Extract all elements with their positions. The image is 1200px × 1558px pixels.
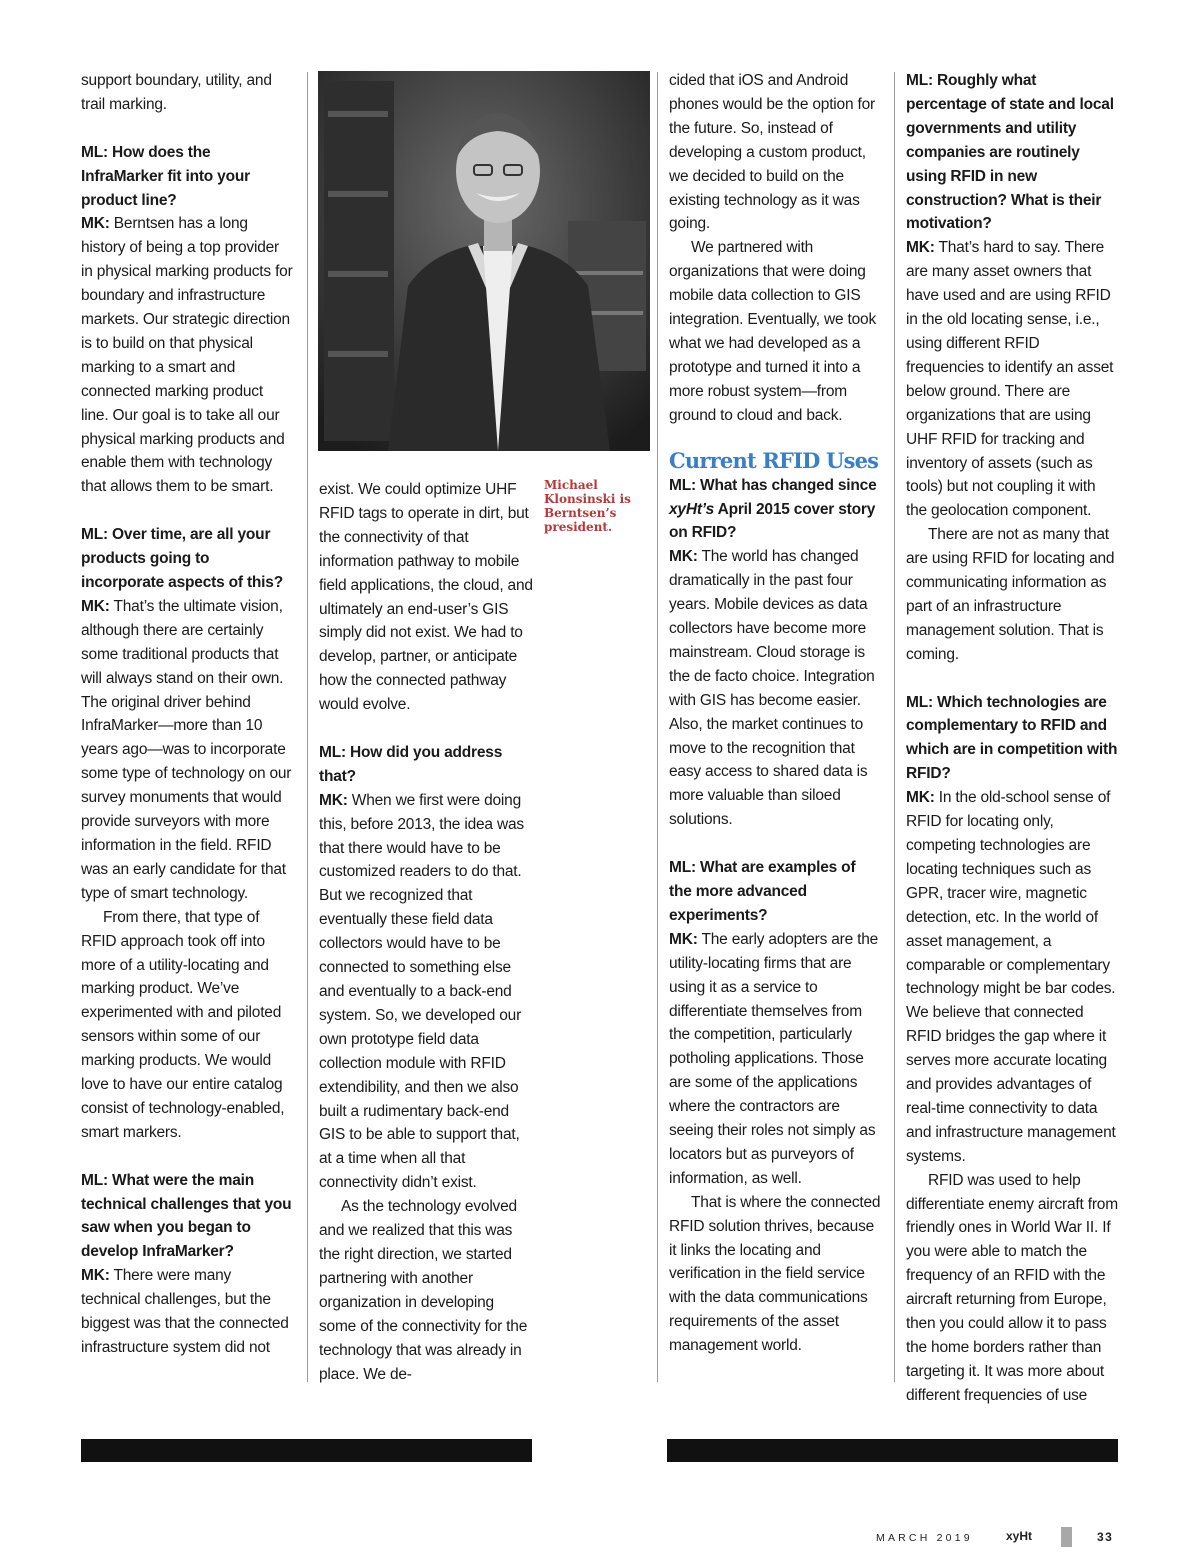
paragraph: exist. We could optimize UHF RFID tags to operate in dirt, but the connectivity of that information pathway to mobile field applications, the cloud, and ultimately an end-user’s GIS simply did not exist. We had to develop, partner, or anticipate how the connected pathway would evolve. (319, 481, 533, 714)
column-divider (307, 72, 308, 1382)
speaker-label: MK: (319, 791, 348, 809)
section-heading: Current RFID Uses (669, 447, 879, 473)
paragraph: There are not as many that are using RFID for locating and communicating information as part of an infrastructure management solution. That is coming. (906, 526, 1115, 663)
article-column-4 (906, 69, 1120, 1408)
interview-answer (906, 236, 1120, 523)
answer-text: That’s hard to say. There are many asset owners that have used and are using RFID in the old locating sense, i.e., using different RFID frequencies to identify an asset below ground. There are organizations that are using UHF RFID for tracking and inventory of assets (such as tools) but not coupling it with the geolocation component. (906, 239, 1114, 520)
speaker-label: MK: (906, 239, 935, 257)
footer-separator-block (1061, 1527, 1072, 1547)
interview-answer (81, 212, 293, 499)
article-column-3 (669, 69, 881, 1358)
speaker-label: MK: (669, 930, 698, 948)
interview-answer (906, 786, 1120, 1169)
answer-text: In the old-school sense of RFID for locating only, competing technologies are locating techniques such as GPR, tracer wire, magnetic detection, etc. In the world of asset management, a comparable or complementary technology might be bar codes. We believe that connected RFID bridges the gap where it serves more accurate locating and provides advantages of real-time connectivity to data and infrastructure management systems. (906, 789, 1116, 1165)
publication-name: xyHt (1006, 1529, 1033, 1543)
answer-text: The early adopters are the utility-locating firms that are using it as a service to differentiate themselves from the competition, particularly potholing applications. Those are some of the applications where the contractors are seeing their roles not simply as locators but as purveyors of information, as well. (669, 930, 879, 1187)
interview-answer (319, 789, 534, 1195)
speaker-label: MK: (81, 1267, 110, 1285)
footer-bar-left (81, 1439, 532, 1462)
interview-question: ML: Over time, are all your products going to incorporate aspects of this? (81, 526, 283, 591)
interview-question: ML: Roughly what percentage of state and local governments and utility companies are routinely using RFID in new construction? What is their motivation? (906, 72, 1114, 233)
footer-bar-right (667, 1439, 1118, 1462)
interview-answer (669, 545, 881, 832)
paragraph: RFID was used to help differentiate enemy aircraft from friendly ones in World War II. If you were able to match the frequency of an RFID with the aircraft returning from Europe, then you could allow it to pass the home borders rather than targeting it. It was more about different frequencies of use (906, 1171, 1118, 1404)
answer-text: There were many technical challenges, but the biggest was that the connected infrastructure system did not (81, 1267, 289, 1356)
answer-text: That’s the ultimate vision, although there are certainly some traditional products that will always stand on their own. The original driver behind InfraMarker—more than 10 years ago—was to incorporate some type of technology on our survey monuments that would provide surveyors with more information in the field. RFID was an early candidate for that type of smart technology. (81, 597, 292, 902)
speaker-label: MK: (669, 548, 698, 566)
speaker-label: MK: (81, 597, 110, 615)
portrait-image (318, 71, 650, 451)
question-text: ML: What has changed since (669, 476, 877, 494)
interview-answer (669, 928, 881, 1191)
column-divider (657, 72, 658, 1382)
portrait-photo (318, 71, 650, 451)
interview-answer (81, 1264, 293, 1360)
interview-question: ML: What were the main technical challenges that you saw when you began to develop InfraMarker? (81, 1171, 292, 1261)
paragraph: cided that iOS and Android phones would be the option for the future. So, instead of developing a custom product, we decided to build on the existing technology as it was going. (669, 72, 875, 233)
paragraph: support boundary, utility, and trail marking. (81, 72, 272, 113)
answer-text: The world has changed dramatically in the past four years. Mobile devices as data collectors have become more mainstream. Cloud storage is the de facto choice. Integration with GIS has become easier. Also, the market continues to move to the recognition that easy access to shared data is more valuable than siloed solutions. (669, 548, 875, 829)
interview-answer (81, 595, 293, 906)
paragraph: As the technology evolved and we realized that this was the right direction, we started partnering with another organization in developing some of the connectivity for the technology that was already in place. We de- (319, 1198, 528, 1383)
speaker-label: MK: (906, 789, 935, 807)
interview-question: ML: How does the InfraMarker fit into your product line? (81, 143, 250, 209)
interview-question: ML: How did you address that? (319, 743, 503, 785)
interview-question: ML: What are examples of the more advanced experiments? (669, 859, 856, 924)
paragraph: We partnered with organizations that were doing mobile data collection to GIS integration. Eventually, we took what we had developed as a prototype and turned it into a more robust system—from ground to cloud and back. (669, 239, 876, 424)
page-number: 33 (1097, 1530, 1114, 1544)
publication-name: xyHt’s (669, 500, 715, 518)
paragraph: That is where the connected RFID solution thrives, because it links the locating and verification in the field service with the data communications requirements of the asset management world. (669, 1193, 881, 1355)
column-divider (894, 72, 895, 1382)
photo-caption: Michael Klonsinski is Berntsen’s president. (544, 478, 631, 534)
answer-text: Berntsen has a long history of being a top provider in physical marking products for boundary and infrastructure markets. Our strategic direction is to build on that physical marking to a smart and connected marking product line. Our goal is to take all our physical marking products and enable them with technology that allows them to be smart. (81, 215, 293, 496)
interview-question: ML: Which technologies are complementary to RFID and which are in competition with RFID? (906, 693, 1118, 783)
speaker-label: MK: (81, 215, 110, 233)
paragraph: From there, that type of RFID approach took off into more of a utility-locating and marking product. We’ve experimented with and piloted sensors within some of our marking products. We would love to have our entire catalog consist of technology-enabled, smart markers. (81, 908, 285, 1141)
answer-text: When we first were doing this, before 2013, the idea was that there would have to be customized readers to do that. But we recognized that eventually these field data collectors would have to be connected to something else and eventually to a back-end system. So, we developed our own prototype field data collection module with RFID extendibility, and then we also built a rudimentary back-end GIS to be able to support that, at a time when all that connectivity didn’t exist. (319, 791, 524, 1192)
question-text: April 2015 cover story on RFID? (669, 500, 876, 542)
issue-date: MARCH 2019 (876, 1532, 973, 1544)
interview-question (669, 474, 881, 546)
article-column-1 (81, 69, 293, 1360)
article-column-2 (319, 478, 534, 1386)
